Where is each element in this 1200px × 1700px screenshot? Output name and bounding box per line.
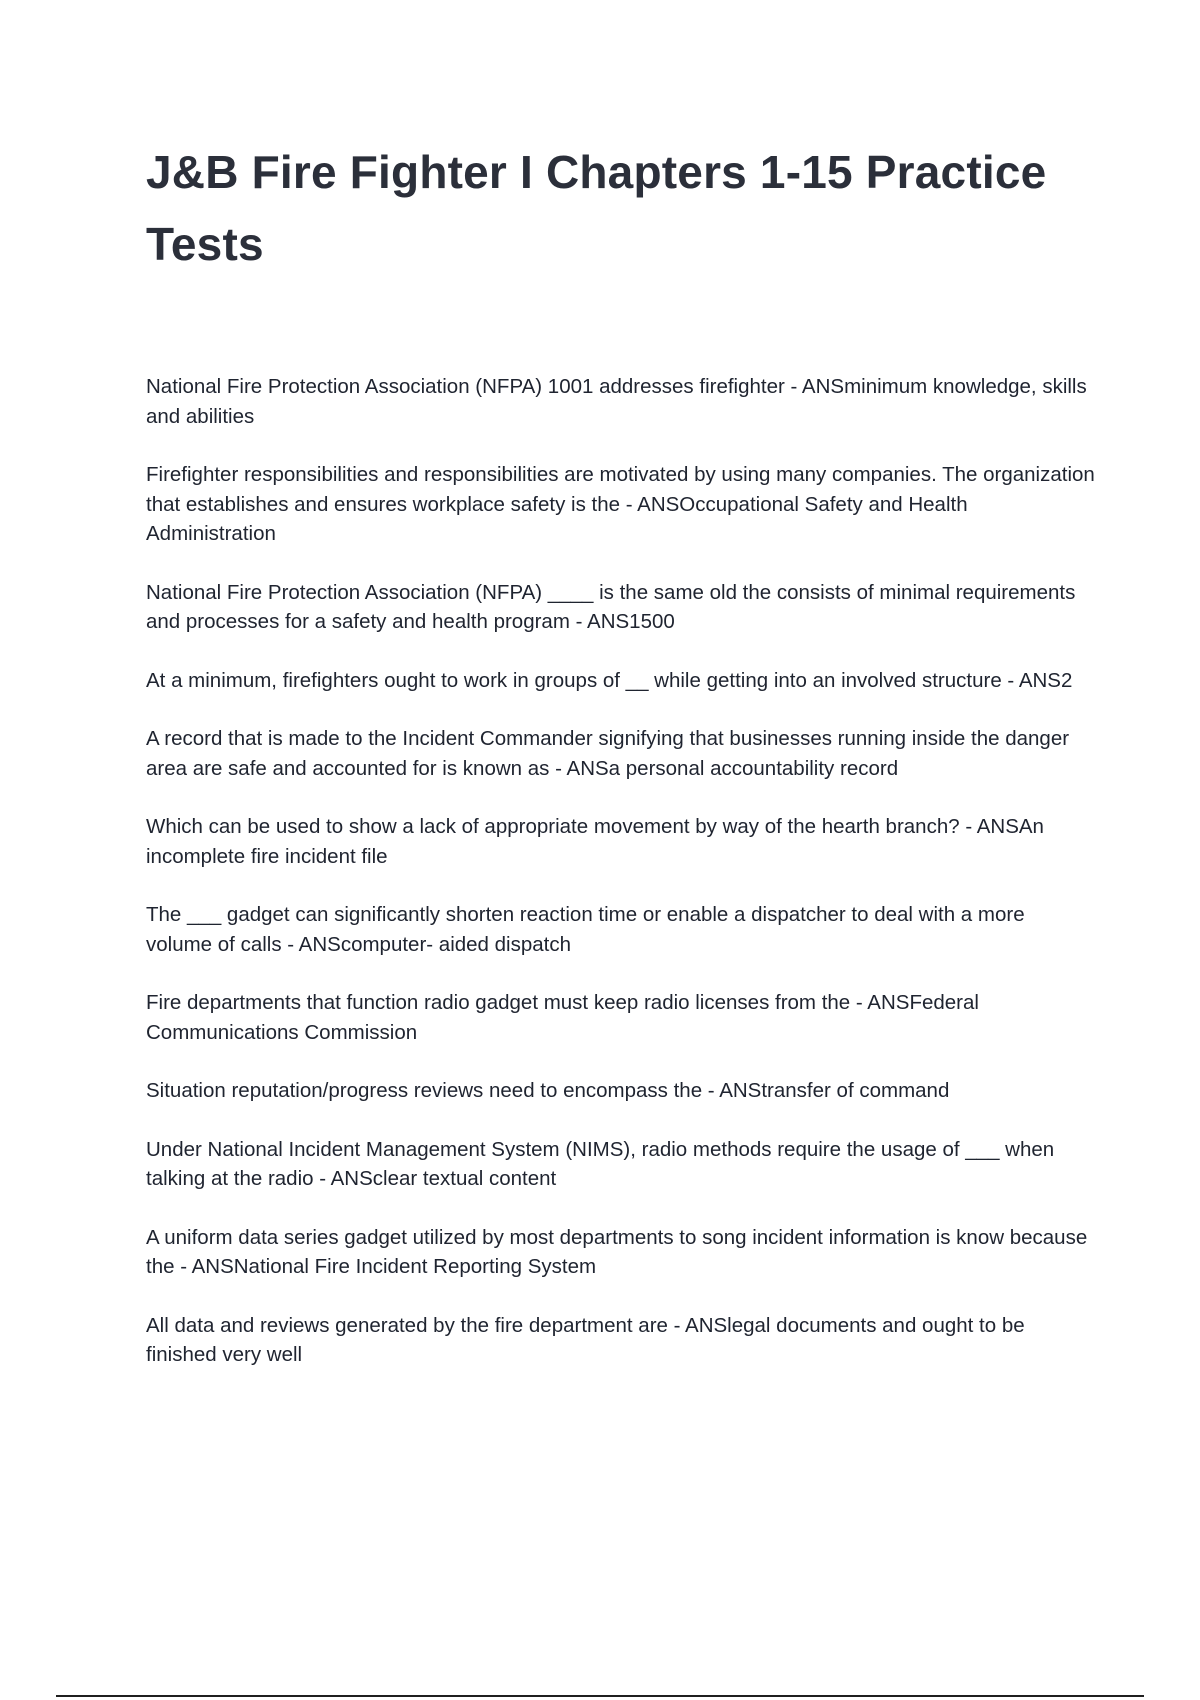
qa-item-5	[146, 724, 1096, 783]
answer-text: ANSOccupational Safety and Health Administration	[146, 492, 968, 545]
question-answer-list	[146, 372, 1096, 1399]
qa-item-6	[146, 812, 1096, 871]
qa-item-8	[146, 988, 1096, 1047]
answer-text: ANSa personal accountability record	[566, 756, 899, 780]
qa-item-11	[146, 1223, 1096, 1282]
answer-text: ANSNational Fire Incident Reporting System	[191, 1255, 597, 1278]
qa-item-7	[146, 900, 1096, 959]
answer-text: ANSFederal Communications Commission	[146, 991, 979, 1044]
qa-item-9	[146, 1076, 1096, 1106]
question-text: A record that is made to the Incident Commander signifying that businesses running inside the danger area are safe and accounted for is known as -	[146, 727, 1070, 780]
qa-item-4	[146, 666, 1096, 696]
question-text: Fire departments that function radio gadget must keep radio licenses from the -	[146, 991, 868, 1014]
answer-text: ANS2	[1018, 668, 1073, 692]
document-title: J&B Fire Fighter I Chapters 1-15 Practice Tests	[146, 146, 1047, 270]
question-text: A uniform data series gadget utilized by most departments to song incident information is know because the -	[146, 1225, 1088, 1278]
answer-text: ANScomputer- aided dispatch	[298, 932, 572, 956]
question-text: The ___ gadget can significantly shorten reaction time or enable a dispatcher to deal with a more volume of calls -	[146, 903, 1025, 956]
answer-text: ANSlegal documents and ought to be finished very well	[146, 1313, 1025, 1366]
qa-item-1	[146, 372, 1096, 431]
question-text: Under National Incident Management System (NIMS), radio methods require the usage of ___ when talking at the radio -	[146, 1137, 1055, 1190]
qa-item-10	[146, 1135, 1096, 1194]
question-text: Situation reputation/progress reviews need to encompass the -	[146, 1079, 720, 1102]
answer-text: ANS1500	[587, 610, 675, 633]
qa-item-12	[146, 1311, 1096, 1370]
footer-divider	[56, 1695, 1144, 1697]
answer-text: ANSAn incomplete fire incident file	[146, 815, 1044, 868]
question-text: Firefighter responsibilities and responsibilities are motivated by using many companies. The organization that establishes and ensures workplace safety is the -	[146, 463, 1095, 516]
qa-item-3	[146, 578, 1096, 637]
question-text: All data and reviews generated by the fire department are -	[146, 1313, 686, 1337]
answer-text: ANSminimum knowledge, skills and abilities	[146, 375, 1087, 428]
question-text: National Fire Protection Association (NFPA) ____ is the same old the consists of minimal requirements and processes for a safety and health program -	[146, 580, 1076, 633]
question-text: Which can be used to show a lack of appropriate movement by way of the hearth branch? -	[146, 815, 977, 838]
question-text: At a minimum, firefighters ought to work in groups of __ while getting into an involved structure -	[146, 668, 1019, 692]
qa-item-2	[146, 460, 1096, 549]
answer-text: ANSclear textual content	[330, 1167, 557, 1190]
answer-text: ANStransfer of command	[719, 1079, 950, 1102]
question-text: National Fire Protection Association (NFPA) 1001 addresses firefighter -	[146, 375, 802, 398]
